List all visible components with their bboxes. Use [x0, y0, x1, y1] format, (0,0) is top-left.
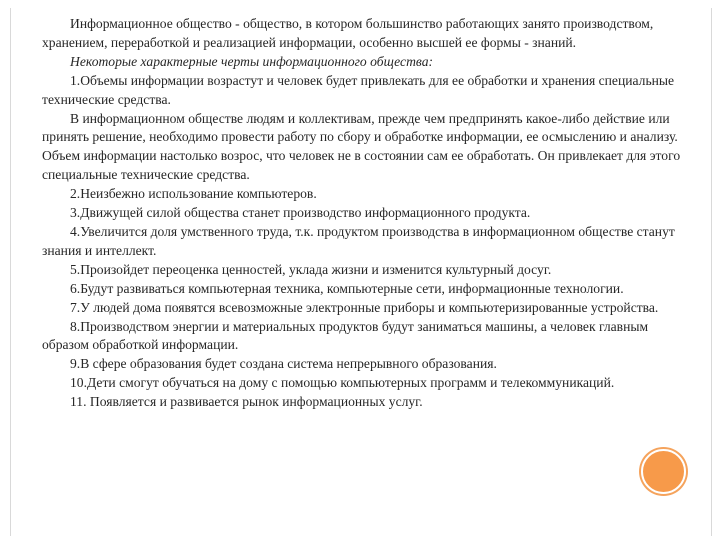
list-item-7: 7.У людей дома появятся всевозможные электронные приборы и компьютеризированные устройства.	[70, 299, 659, 315]
list-item-10: 10.Дети смогут обучаться на дому с помощью компьютерных программ и телекоммуникаций.	[70, 375, 615, 391]
list-item-6: 6.Будут развиваться компьютерная техника, компьютерные сети, информационные технологии.	[70, 280, 624, 296]
list-item-8: 8.Производством энергии и материальных продуктов будут заниматься машины, а человек главным образом обработкой информации.	[42, 318, 649, 353]
list-item-2: 2.Неизбежно использование компьютеров.	[70, 186, 317, 202]
list-item-11: 11. Появляется и развивается рынок информационных услуг.	[70, 394, 423, 410]
paragraph-explanation: В информационном обществе людям и коллективам, прежде чем предпринять какое-либо действие или принять решение, необходимо провести работу по сбору и обработке информации, ее осмыслению и анализу. Объем информации настолько возрос, что человек не в состоянии сам ее обработать. Он привлекает для этого специальные технические средства.	[42, 110, 681, 183]
list-item-5: 5.Произойдет переоценка ценностей, уклада жизни и изменится культурный досуг.	[70, 261, 552, 277]
list-item-1: 1.Объемы информации возрастут и человек будет привлекать для ее обработки и хранения специальные технические средства.	[42, 72, 675, 107]
list-item-3: 3.Движущей силой общества станет производство информационного продукта.	[70, 205, 531, 221]
paragraph-subheading: Некоторые характерные черты информационного общества:	[70, 53, 434, 69]
slide-text-body	[42, 15, 682, 412]
list-item-4: 4.Увеличится доля умственного труда, т.к. продуктом производства в информационном обществе станут знания и интеллект.	[42, 223, 675, 258]
decorative-circle-icon	[641, 449, 686, 494]
paragraph-definition: Информационное общество - общество, в котором большинство работающих занято производством, хранением, переработкой и реализацией информации, особенно высшей ее формы - знаний.	[42, 16, 654, 50]
list-item-9: 9.В сфере образования будет создана система непрерывного образования.	[70, 356, 497, 372]
